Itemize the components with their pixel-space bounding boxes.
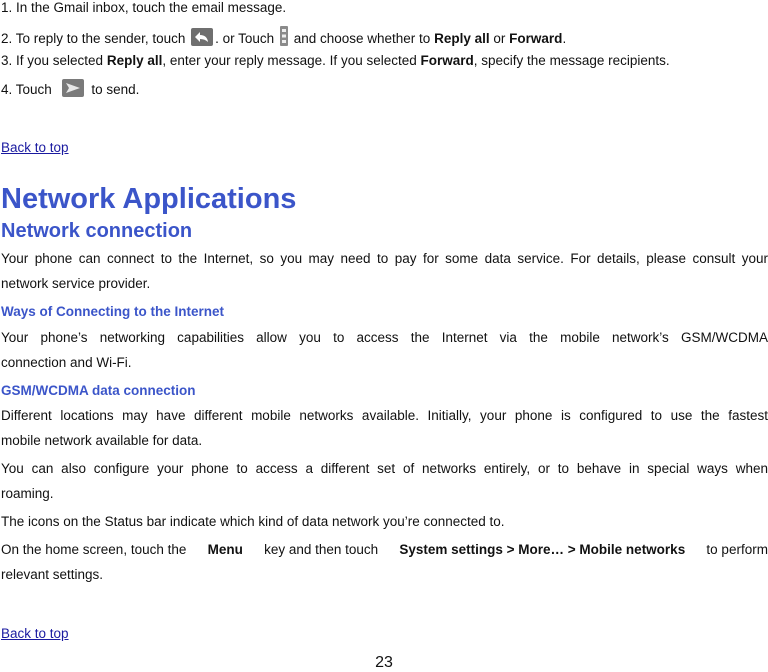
step-3: 3. If you selected Reply all, enter your reply message. If you selected Forward, specify the message recipients. <box>1 53 670 68</box>
gsm-p4-line-2: relevant settings. <box>1 567 104 582</box>
gsm-p1-line-1: Different locations may have different mobile networks available. Initially, your phone is configured to use the fastest <box>1 408 768 423</box>
gsm-p2-line-2: roaming. <box>1 486 54 501</box>
gsm-p2-line-1: You can also configure your phone to access a different set of networks entirely, or to behave in special ways when <box>1 461 768 476</box>
back-to-top-link-2[interactable]: Back to top <box>1 626 69 641</box>
intro-line-2: network service provider. <box>1 276 151 291</box>
ways-title: Ways of Connecting to the Internet <box>1 304 225 319</box>
ways-line-2: connection and Wi-Fi. <box>1 355 132 370</box>
send-icon <box>62 79 84 101</box>
step-1: 1. In the Gmail inbox, touch the email message. <box>1 0 287 15</box>
intro-line-1: Your phone can connect to the Internet, so you may need to pay for some data service. For details, please consult your <box>1 251 768 266</box>
back-to-top-link-1[interactable]: Back to top <box>1 140 69 155</box>
gsm-title: GSM/WCDMA data connection <box>1 383 196 398</box>
gsm-p1-line-2: mobile network available for data. <box>1 433 203 448</box>
page-title: Network Applications <box>1 183 297 215</box>
ways-line-1: Your phone’s networking capabilities allow you to access the Internet via the mobile network’s GSM/WCDMA <box>1 330 768 345</box>
gsm-p3: The icons on the Status bar indicate which kind of data network you’re connected to. <box>1 514 505 529</box>
reply-icon <box>191 28 213 50</box>
gsm-p4-line-1: On the home screen, touch the Menu key and then touch System settings > More… > Mobile networks to perform <box>1 542 768 557</box>
page-number: 23 <box>375 654 393 671</box>
step-2: 2. To reply to the sender, touch . or Touch and choose whether to Reply all or Forward. <box>1 26 566 50</box>
more-vertical-icon <box>280 26 288 50</box>
section-title: Network connection <box>1 220 193 242</box>
step-4: 4. Touch to send. <box>1 79 139 101</box>
